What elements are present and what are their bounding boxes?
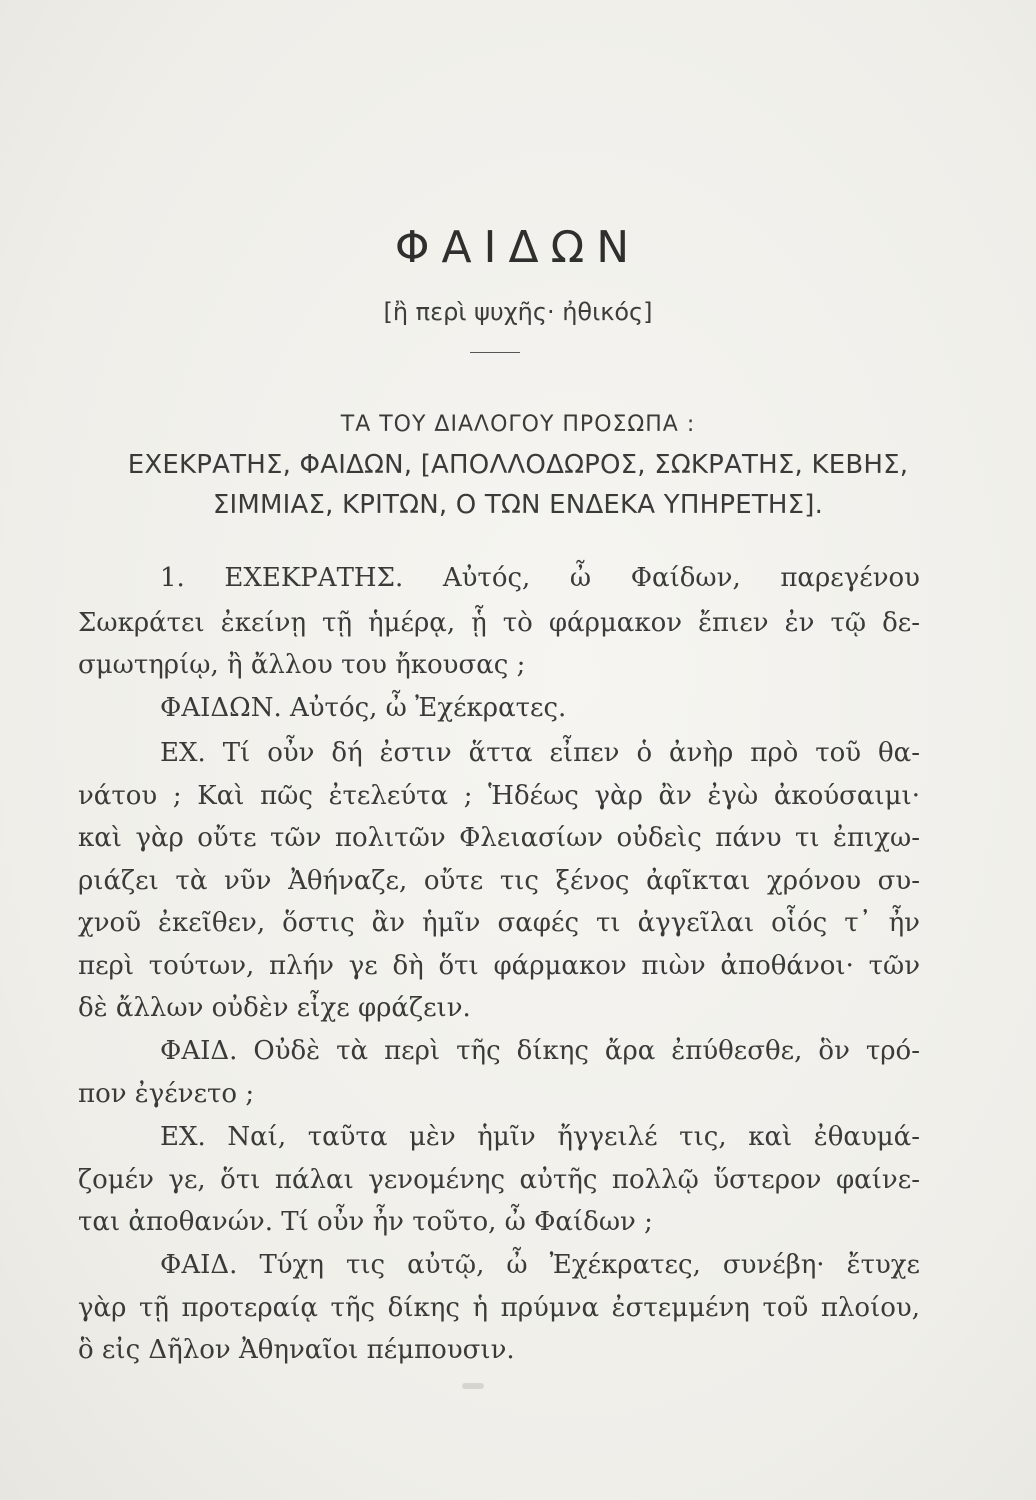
text-line: 1. ΕΧΕΚΡΑΤΗΣ. Αὐτός, ὦ Φαίδων, παρεγένου — [160, 563, 920, 593]
text-line: νάτου ; Καὶ πῶς ἐτελεύτα ; Ἡδέως γὰρ ἂν ἐγὼ ἀκούσαιμι· — [78, 781, 920, 811]
text-line: ζομέν γε, ὅτι πάλαι γενομένης αὐτῆς πολλῷ ὕστερον φαίνε- — [78, 1165, 920, 1195]
text-line: ΕΧ. Τί οὖν δή ἐστιν ἅττα εἶπεν ὁ ἀνὴρ πρὸ τοῦ θα- — [160, 738, 920, 768]
text-line: γὰρ τῇ προτεραίᾳ τῆς δίκης ἡ πρύμνα ἐστεμμένη τοῦ πλοίου, — [78, 1293, 920, 1323]
text-line: ΦΑΙΔ. Τύχη τις αὐτῷ, ὦ Ἐχέκρατες, συνέβη· ἔτυχε — [160, 1250, 920, 1280]
text-line: περὶ τούτων, πλήν γε δὴ ὅτι φάρμακον πιὼν ἀποθάνοι· τῶν — [78, 951, 920, 981]
dialogue-subtitle: [ἢ περὶ ψυχῆς· ἠθικός] — [383, 298, 653, 326]
personae-line: ΣΙΜΜΙΑΣ, ΚΡΙΤΩΝ, Ο ΤΩΝ ΕΝΔΕΚΑ ΥΠΗΡΕΤΗΣ]. — [212, 490, 824, 520]
text-line: δὲ ἄλλων οὐδὲν εἶχε φράζειν. — [78, 993, 471, 1023]
text-line: χνοῦ ἐκεῖθεν, ὅστις ἂν ἡμῖν σαφές τι ἀγγεῖλαι οἷός τ᾽ ἦν — [78, 908, 920, 938]
text-line: ΦΑΙΔ. Οὐδὲ τὰ περὶ τῆς δίκης ἄρα ἐπύθεσθε, ὃν τρό- — [160, 1036, 920, 1066]
title-divider — [470, 352, 520, 353]
text-line: καὶ γὰρ οὔτε τῶν πολιτῶν Φλειασίων οὐδεὶς πάνυ τι ἐπιχω- — [78, 823, 920, 853]
personae-heading: ΤΑ ΤΟΥ ΔΙΑΛΟΓΟΥ ΠΡΟΣΩΠΑ : — [340, 412, 696, 437]
text-line: ὃ εἰς Δῆλον Ἀθηναῖοι πέμπουσιν. — [78, 1335, 515, 1365]
text-line: Σωκράτει ἐκείνῃ τῇ ἡμέρᾳ, ᾗ τὸ φάρμακον ἔπιεν ἐν τῷ δε- — [78, 608, 920, 638]
personae-line: ΕΧΕΚΡΑΤΗΣ, ΦΑΙΔΩΝ, [ΑΠΟΛΛΟΔΩΡΟΣ, ΣΩΚΡΑΤΗΣ, ΚΕΒΗΣ, — [127, 450, 909, 480]
text-line: ται ἀποθανών. Τί οὖν ἦν τοῦτο, ὦ Φαίδων ; — [78, 1207, 653, 1237]
text-line: ριάζει τὰ νῦν Ἀθήναζε, οὔτε τις ξένος ἀφῖκται χρόνου συ- — [78, 866, 920, 896]
text-line: πον ἐγένετο ; — [78, 1079, 255, 1109]
ink-smudge — [462, 1383, 484, 1389]
text-line: ΦΑΙΔΩΝ. Αὐτός, ὦ Ἐχέκρατες. — [160, 693, 567, 723]
dialogue-title: ΦΑΙΔΩΝ — [394, 222, 642, 273]
text-line: ΕΧ. Ναί, ταῦτα μὲν ἡμῖν ἤγγειλέ τις, καὶ ἐθαυμά- — [160, 1122, 920, 1152]
text-line: σμωτηρίῳ, ἢ ἄλλου του ἤκουσας ; — [78, 650, 526, 680]
